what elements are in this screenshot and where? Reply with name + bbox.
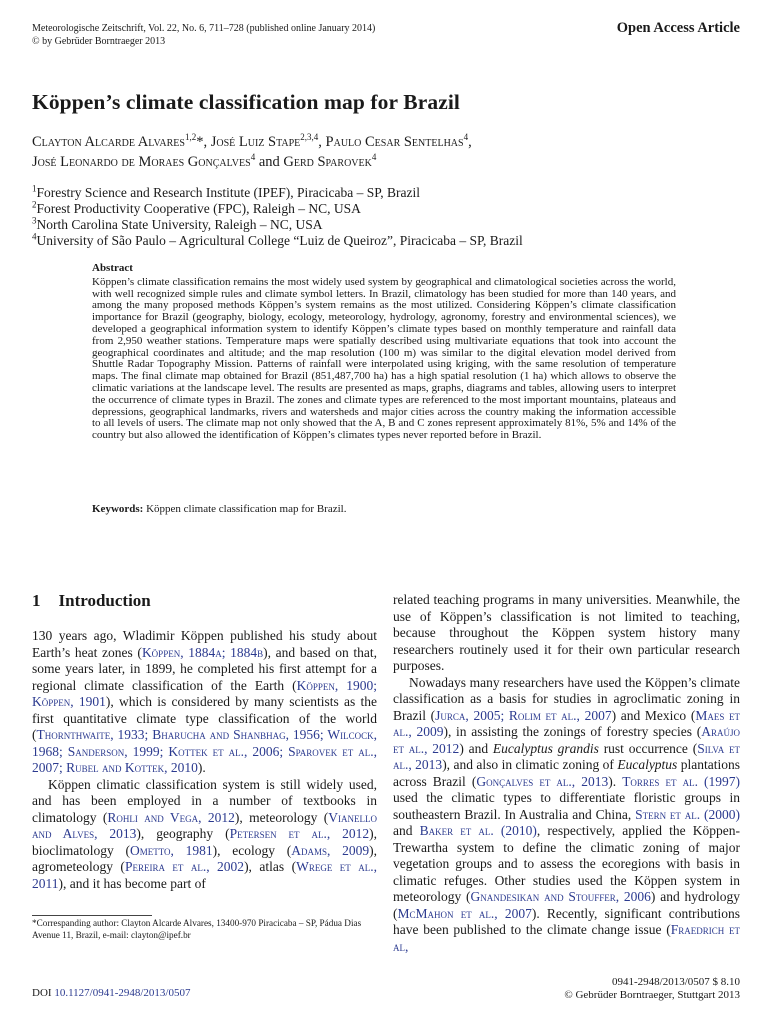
author-name: Gerd Sparovek <box>283 153 372 170</box>
affiliation-mark: 1,2 <box>184 132 197 143</box>
author-name: José Leonardo de Moraes Gonçalves <box>32 153 251 170</box>
author-name: José Luiz Stape <box>210 134 301 150</box>
journal-citation: Meteorologische Zeitschrift, Vol. 22, No. 6, 711–728 (published online January 2014) <box>32 23 376 34</box>
section-heading <box>32 591 169 611</box>
citation-link[interactable]: Araújo et al., 2012 <box>393 724 741 756</box>
section-number: 1 <box>32 591 41 610</box>
body-column-left <box>32 628 377 892</box>
body-column-right <box>393 592 740 955</box>
citation-link[interactable]: Köppen, 1900; Köppen, 1901 <box>32 677 378 709</box>
corresponding-mark: * <box>196 134 204 150</box>
genus-name: Eucalyptus <box>617 757 678 772</box>
publisher-line: © Gebrüder Borntraeger, Stuttgart 2013 <box>564 988 740 1001</box>
paragraph: Nowadays many researchers have used the Köppen’s climate classification as a basis for studies in agroclimatic zoning in Brazil (Jurca, 2005; Rolim et al., 2007) and Mexico (Maes et al., 2009), in assisting the zonings of forestry species (Araújo et al., 2012) and Eucalyptus grandis rust occurrence (Silva et al., 2013), and also in climatic zoning of Eucalyptus plantations across Brazil (Gonçalves et al., 2013). Torres et al. (1997) used the climatic types to differentiate floristic groups in southeastern Brazil. In Australia and China, Stern et al. (2000) and Baker et al. (2010), respectively, applied the Köppen-Trewartha system to define the climatic zoning of major vegetation groups and to assess the ecoregions with basis in climatic refuges. Other studies used the Köppen system in meteorology (Gnandesikan and Stouffer, 2006) and hydrology (McMahon et al., 2007). Recently, significant contributions have been published to the climate change issue (Fraedrich et al, <box>393 674 741 954</box>
paper-title: Köppen’s climate classification map for Brazil <box>32 90 460 114</box>
citation-link[interactable]: Vianello and Alves, 2013 <box>32 809 377 841</box>
affiliation-item: $^3$North Carolina State University, Raleigh – NC, USA <box>32 215 323 232</box>
paragraph: 130 years ago, Wladimir Köppen published his study about Earth’s heat zones (Köppen, 1884a; 1884b), and based on that, some years later, in 1899, he completed his first attempt for a regional climate classification of the Earth (Köppen, 1900; Köppen, 1901), which is considered by many scientists as the first quantitative climate type classification of the world (Thornthwaite, 1933; Bharucha and Shanbhag, 1956; Wilcock, 1968; Sanderson, 1999; Kottek et al., 2006; Sparovek et al., 2007; Rubel and Kottek, 2010). <box>32 628 378 775</box>
author-list <box>32 133 472 172</box>
author-conjunction: and <box>258 153 280 170</box>
section-title: Introduction <box>58 591 151 610</box>
abstract-text: Köppen’s climate classification remains the most widely used system by geographical and climatological societies across the world, with well recognized simple rules and climate symbol letters. In Brazil, climatology has been studied for more than 140 years, and among the many proposed methods Köppen’s system remains as the most utilized. Considering Köppen’s climate classification importance for Brazil (geography, biology, ecology, meteorology, hydrology, agronomy, forestry and environmental sciences), we developed a geographical information system to identify Köppen’s climate types based on monthly temperature and rainfall data from 2,950 weather stations. Temperature maps were spatially described using multivariate equations that took into account the geographical coordinates and altitude; and the map resolution (100 m) was similar to the digital elevation model derived from Shuttle Radar Topography Mission. Patterns of rainfall were interpolated using kriging, with the same resolution of temperature maps. The final climate map obtained for Brazil (851,487,700 ha) has a high spatial resolution (1 ha) which allows to observe the climatic variations at the landscape level. The results are presented as maps, graphs, diagrams and tables, allowing users to interpret the occurrence of climate types in Brazil. The zones and climate types are referenced to the most important mountains, plateaus and depressions, geographical landmarks, rivers and watersheds and major cities across the country making the information accessible to all levels of users. The climate map not only showed that the A, B and C zones represent approximately 81%, 5% and 14% of the country but also allowed the identification of Köppen’s climates types never reported before in Brazil. <box>92 275 676 442</box>
species-name: Eucalyptus grandis <box>492 740 599 756</box>
doi-link[interactable]: 10.1127/0941-2948/2013/0507 <box>54 987 191 999</box>
abstract <box>92 263 676 442</box>
author-line-1: Clayton Alcarde Alvares$^{1,2}$*, José Luiz Stape$^{2,3,4}$, Paulo Cesar Sentelhas$^4$, <box>32 132 472 150</box>
affiliation-mark: 4 <box>463 132 469 143</box>
corresponding-author-footnote: *Correspanding author: Clayton Alcarde Alvares, 13400-970 Piracicaba – SP, Pádua Dias Avenue 11, Brazil, e-mail: clayton@ipef.br <box>32 918 362 940</box>
citation-link[interactable]: Stern et al. (2000) <box>635 806 740 822</box>
keywords <box>92 503 346 515</box>
journal-header <box>32 22 375 48</box>
affiliation-mark: 4 <box>371 151 377 162</box>
citation-link[interactable]: Torres et al. (1997) <box>622 773 741 789</box>
citation-link[interactable]: Pereira et al., 2002 <box>124 859 245 874</box>
author-name: Clayton Alcarde Alvares <box>32 134 185 150</box>
abstract-heading: Abstract <box>92 262 133 274</box>
citation-link[interactable]: Silva et al., 2013 <box>393 740 740 772</box>
citation-link[interactable]: Fraedrich et al, <box>393 922 740 954</box>
doi-line <box>32 987 191 999</box>
citation-link[interactable]: Jurca, 2005; Rolim et al., 2007 <box>435 707 612 723</box>
copyright-line: © by Gebrüder Borntraeger 2013 <box>32 36 166 47</box>
citation-link[interactable]: Maes et al., 2009 <box>393 707 740 739</box>
affiliation-item: $^2$Forest Productivity Cooperative (FPC), Raleigh – NC, USA <box>32 199 361 216</box>
affiliation-item: $^4$University of São Paulo – Agricultural College “Luiz de Queiroz”, Piracicaba – SP, Brazil <box>32 231 523 248</box>
citation-link[interactable]: Adams, 2009 <box>291 842 370 858</box>
citation-link[interactable]: Wrege et al., 2011 <box>32 859 377 891</box>
citation-link[interactable]: Ometto, 1981 <box>129 842 213 858</box>
doi-label: DOI <box>32 987 52 999</box>
article-code: 0941-2948/2013/0507 $ 8.10 <box>611 976 740 988</box>
affiliation-item: $^1$Forestry Science and Research Institute (IPEF), Piracicaba – SP, Brazil <box>32 183 421 200</box>
author-name: Paulo Cesar Sentelhas <box>325 134 464 150</box>
citation-link[interactable]: McMahon et al., 2007 <box>397 905 532 921</box>
citation-link[interactable]: Gonçalves et al., 2013 <box>476 773 609 789</box>
author-line-2 <box>32 153 472 173</box>
footer-publisher <box>564 976 740 1001</box>
citation-link[interactable]: Gnandesikan and Stouffer, 2006 <box>470 889 651 904</box>
keywords-label: Keywords: <box>92 503 144 515</box>
affiliation-list <box>32 185 523 249</box>
citation-link[interactable]: Petersen et al., 2012 <box>229 826 370 841</box>
keywords-text: Köppen climate classification map for Brazil. <box>146 503 347 515</box>
citation-link[interactable]: Rohli and Vega, 2012 <box>107 809 235 825</box>
citation-link[interactable]: Baker et al. (2010) <box>419 823 537 838</box>
affiliation-mark: 2,3,4 <box>300 132 319 143</box>
paragraph: related teaching programs in many universities. Meanwhile, the use of Köppen’s classification is not limited to teaching, because throughout the Köppen system history many researchers routinely used it for their own particular research purposes. <box>393 592 740 673</box>
paragraph: Köppen climatic classification system is still widely used, and has been employed in a number of textbooks in climatology (Rohli and Vega, 2012), meteorology (Vianello and Alves, 2013), geography (Petersen et al., 2012), bioclimatology (Ometto, 1981), ecology (Adams, 2009), agrometeology (Pereira et al., 2002), atlas (Wrege et al., 2011), and it has become part of <box>32 776 377 891</box>
open-access-label: Open Access Article <box>616 20 740 36</box>
citation-link[interactable]: Thornthwaite, 1933; Bharucha and Shanbhag, 1956; Wilcock, 1968; Sanderson, 1999; Kottek et al., 2006; Sparovek et al., 2007; Rubel and Kottek, 2010 <box>32 727 377 775</box>
citation-link[interactable]: Köppen, 1884a; 1884b <box>141 644 264 660</box>
affiliation-mark: 4 <box>250 151 256 162</box>
footnote-divider <box>32 915 152 916</box>
